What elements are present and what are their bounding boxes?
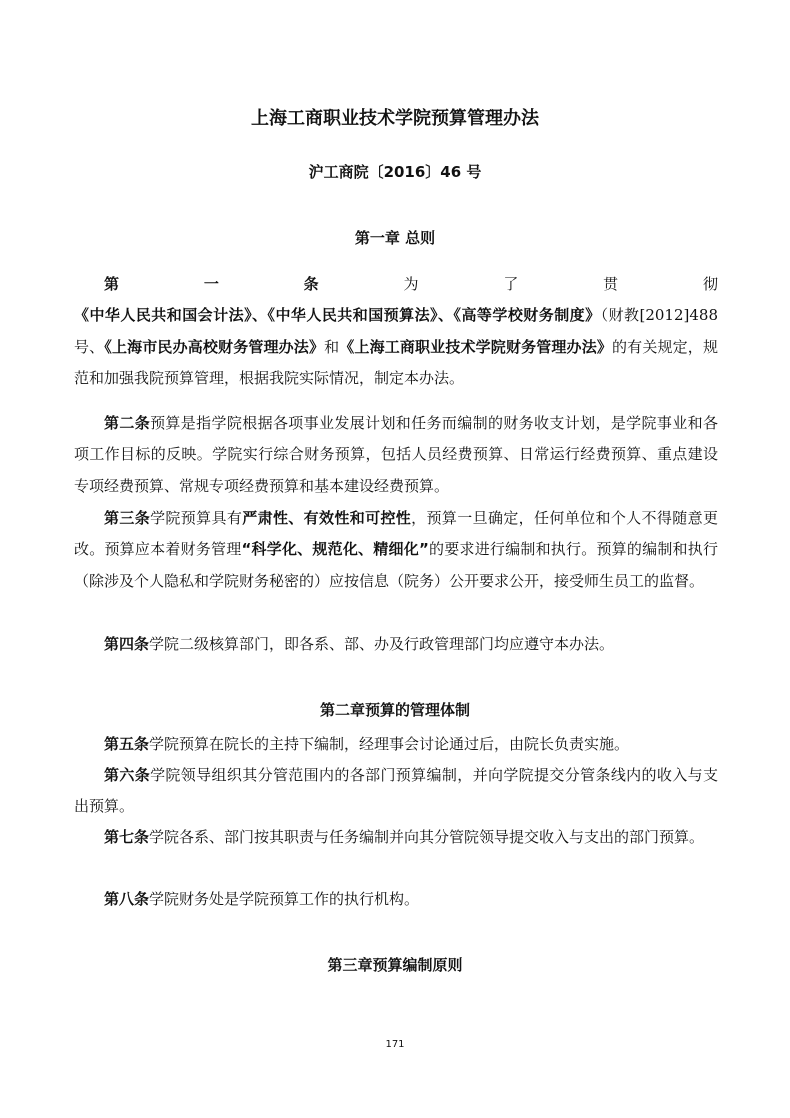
chapter-3-heading: 第三章预算编制原则 bbox=[327, 956, 463, 974]
article-1 bbox=[74, 269, 718, 394]
article-label: 第二条 bbox=[104, 414, 151, 432]
law-reference: 《上海市民办高校财务管理办法》 bbox=[104, 337, 325, 356]
chapter-2-heading: 第二章预算的管理体制 bbox=[319, 701, 470, 719]
article-5 bbox=[74, 729, 718, 760]
document-title: 上海工商职业技术学院预算管理办法 bbox=[251, 108, 539, 129]
article-label: 第五条 bbox=[104, 735, 150, 753]
article-label: 第八条 bbox=[104, 890, 150, 908]
article-label: 第七条 bbox=[104, 828, 150, 846]
law-reference: 《中华人民共和国会计法》、《中华人民共和国预算法》、《高等学校财务制度》 bbox=[74, 306, 601, 325]
article-8 bbox=[74, 884, 718, 915]
article-2 bbox=[74, 408, 718, 502]
article-text: 学院财务处是学院预算工作的执行机构。 bbox=[149, 890, 420, 908]
article-text: （财教[2012]488 号、 bbox=[74, 306, 718, 356]
page-number: 171 bbox=[385, 1039, 405, 1050]
article-7 bbox=[74, 822, 718, 853]
article-text: 学院领导组织其分管范围内的各部门预算编制，并向学院提交分管条线内的收入与支出预算。 bbox=[74, 766, 718, 816]
article-3 bbox=[74, 503, 718, 597]
article-text: 学院预算在院长的主持下编制，经理事会讨论通过后，由院长负责实施。 bbox=[149, 735, 630, 753]
emphasis-text: “科学化、规范化、精细化” bbox=[241, 540, 429, 559]
law-reference: 《上海工商职业技术学院财务管理办法》 bbox=[339, 337, 613, 356]
article-text: 学院二级核算部门，即各系、部、办及行政管理部门均应遵守本办法。 bbox=[149, 635, 615, 653]
article-label: 第一条 bbox=[104, 275, 404, 293]
article-text: 学院预算具有 bbox=[150, 509, 243, 527]
article-text: 和 bbox=[324, 337, 340, 356]
article-label: 第四条 bbox=[104, 635, 150, 653]
article-label: 第三条 bbox=[104, 509, 151, 527]
article-label: 第六条 bbox=[104, 766, 151, 784]
article-6 bbox=[74, 760, 718, 823]
article-text: 预算是指学院根据各项事业发展计划和任务而编制的财务收支计划，是学院事业和各项工作目标的反映。学院实行综合财务预算，包括人员经费预算、日常运行经费预算、重点建设专项经费预算、常规专项经费预算和基本建设经费预算。 bbox=[74, 414, 718, 495]
article-text: ，预算一旦确定，任何单位和个人不得随意更改。预算应本着财务管理 bbox=[74, 509, 718, 559]
article-4 bbox=[74, 629, 718, 660]
article-text: 学院各系、部门按其职责与任务编制并向其分管院领导提交收入与支出的部门预算。 bbox=[149, 828, 705, 846]
article-text: 的有关规定，规范和加强我院预算管理，根据我院实际情况，制定本办法。 bbox=[74, 337, 718, 387]
document-number: 沪工商院〔2016〕46 号 bbox=[308, 163, 482, 181]
article-text: 的要求进行编制和执行。预算的编制和执行（除涉及个人隐私和学院财务秘密的）应按信息（院务）公开要求公开，接受师生员工的监督。 bbox=[74, 540, 718, 590]
article-text: 为了贯彻 bbox=[403, 275, 718, 293]
emphasis-text: 严肃性、有效性和可控性 bbox=[242, 509, 412, 527]
chapter-1-heading: 第一章 总则 bbox=[354, 229, 436, 247]
